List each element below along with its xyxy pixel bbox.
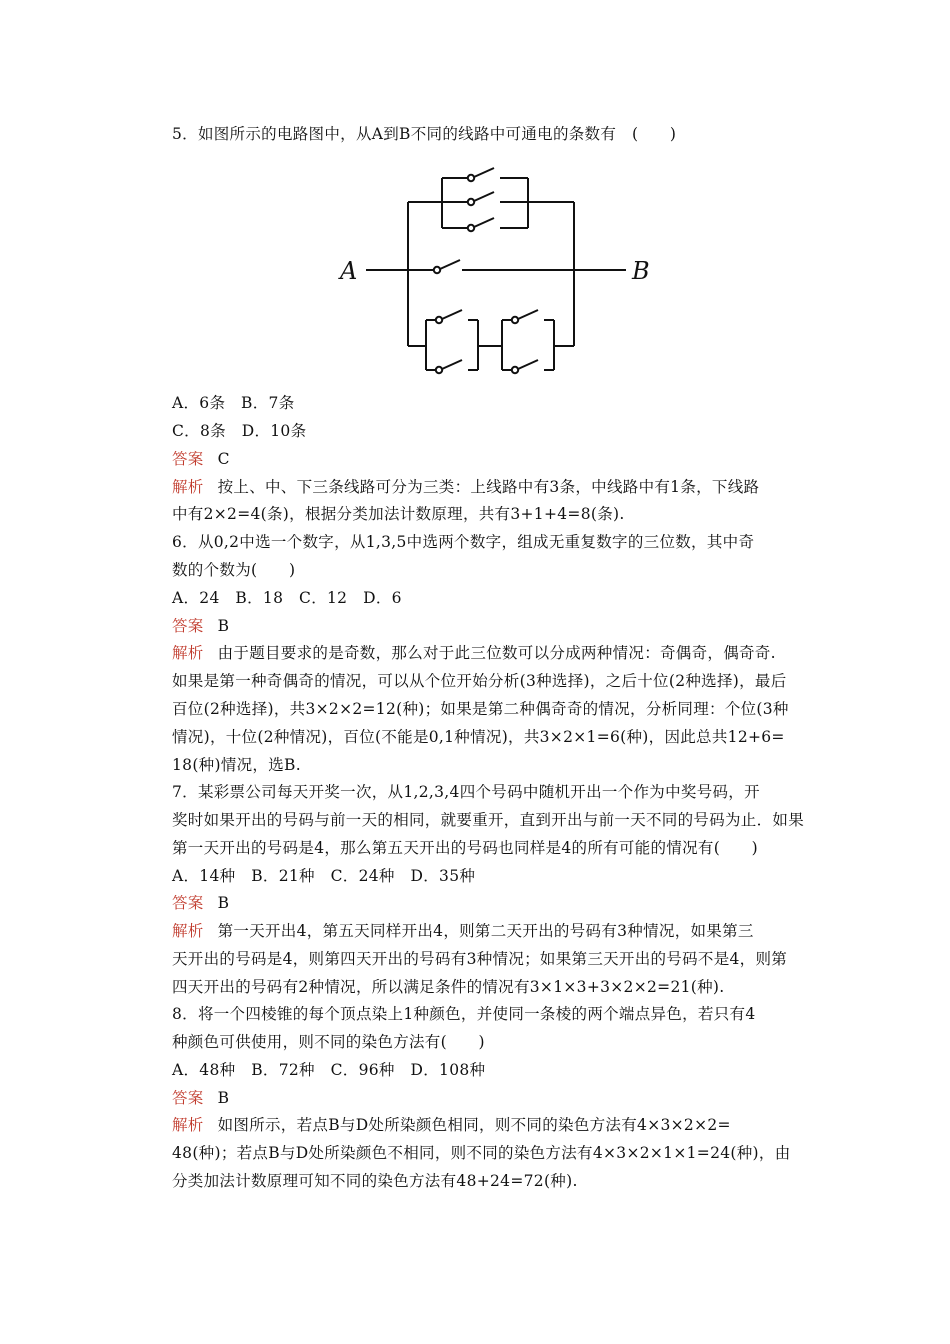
- explain-text: 按上、中、下三条线路可分为三类：上线路中有3条，中线路中有1条，下线路: [217, 478, 760, 496]
- q6-explain-4: 情况)，十位(2种情况)，百位(不能是0,1种情况)，共3×2×1=6(种)，因此总共12+6=: [172, 728, 785, 746]
- q7-stem-2: 奖时如果开出的号码与前一天的相同，就要重开，直到开出与前一天不同的号码为止．如果: [172, 811, 805, 829]
- q8-stem-1: 8．将一个四棱锥的每个顶点染上1种颜色，并使同一条棱的两个端点异色，若只有4: [172, 1005, 756, 1023]
- label-a: A: [340, 257, 358, 285]
- explain-tag: 解析: [172, 922, 204, 940]
- answer-tag: 答案: [172, 1089, 204, 1107]
- q5-explain-1: [172, 477, 812, 497]
- q6-explain-1: [172, 643, 812, 663]
- q5-answer: [172, 449, 812, 469]
- explain-tag: 解析: [172, 644, 204, 662]
- q6-explain-2: 如果是第一种奇偶奇的情况，可以从个位开始分析(3种选择)，之后十位(2种选择)，最后: [172, 672, 787, 690]
- q8-answer: [172, 1088, 812, 1108]
- q7-answer: [172, 893, 812, 913]
- label-b: B: [632, 257, 650, 285]
- explain-tag: 解析: [172, 1116, 204, 1134]
- q8-explain-2: 48(种)；若点B与D处所染颜色不相同，则不同的染色方法有4×3×2×1×1=24(种)，由: [172, 1144, 791, 1162]
- switch-mid-node: [434, 267, 440, 273]
- q8-explain-3: 分类加法计数原理可知不同的染色方法有48+24=72(种).: [172, 1172, 578, 1190]
- explain-tag: 解析: [172, 478, 204, 496]
- answer-value: B: [217, 617, 230, 635]
- answer-value: B: [217, 894, 230, 912]
- answer-tag: 答案: [172, 450, 204, 468]
- q8-explain-1: [172, 1115, 812, 1135]
- answer-tag: 答案: [172, 894, 204, 912]
- q5-options-1: A．6条 B．7条: [172, 394, 295, 412]
- answer-value: C: [217, 450, 230, 468]
- q5-stem: 5．如图所示的电路图中，从A到B不同的线路中可通电的条数有 ( ): [172, 125, 677, 143]
- q6-explain-5: 18(种)情况，选B.: [172, 756, 301, 774]
- q7-explain-2: 天开出的号码是4，则第四天开出的号码有3种情况；如果第三天开出的号码不是4，则第: [172, 950, 788, 968]
- q6-options: A．24 B．18 C．12 D．6: [172, 589, 402, 607]
- q7-stem-1: 7．某彩票公司每天开奖一次，从1,2,3,4四个号码中随机开出一个作为中奖号码，开: [172, 783, 760, 801]
- explain-text: 如图所示，若点B与D处所染颜色相同，则不同的染色方法有4×3×2×2=: [217, 1116, 731, 1134]
- q5-explain-2: 中有2×2=4(条)，根据分类加法计数原理，共有3+1+4=8(条).: [172, 505, 625, 523]
- q6-stem-2: 数的个数为( ): [172, 561, 296, 579]
- q8-options: A．48种 B．72种 C．96种 D．108种: [172, 1061, 486, 1079]
- answer-value: B: [217, 1089, 230, 1107]
- q5-options-2: C．8条 D．10条: [172, 422, 307, 440]
- q8-stem-2: 种颜色可供使用，则不同的染色方法有( ): [172, 1033, 485, 1051]
- circuit-svg: [330, 158, 660, 390]
- q6-stem-1: 6．从0,2中选一个数字，从1,3,5中选两个数字，组成无重复数字的三位数，其中奇: [172, 533, 755, 551]
- answer-tag: 答案: [172, 617, 204, 635]
- explain-text: 第一天开出4，第五天同样开出4，则第二天开出的号码有3种情况，如果第三: [217, 922, 754, 940]
- q7-explain-1: [172, 921, 812, 941]
- explain-text: 由于题目要求的是奇数，那么对于此三位数可以分成两种情况：奇偶奇，偶奇奇.: [217, 644, 776, 662]
- switch-mid-blade: [440, 260, 460, 269]
- q7-stem-3: 第一天开出的号码是4，那么第五天开出的号码也同样是4的所有可能的情况有( ): [172, 839, 759, 857]
- q6-explain-3: 百位(2种选择)，共3×2×2=12(种)；如果是第二种偶奇奇的情况，分析同理：个位(3种: [172, 700, 789, 718]
- q7-explain-3: 四天开出的号码有2种情况，所以满足条件的情况有3×1×3+3×2×2=21(种).: [172, 978, 725, 996]
- circuit-diagram: [330, 158, 660, 390]
- q6-answer: [172, 616, 812, 636]
- q7-options: A．14种 B．21种 C．24种 D．35种: [172, 867, 476, 885]
